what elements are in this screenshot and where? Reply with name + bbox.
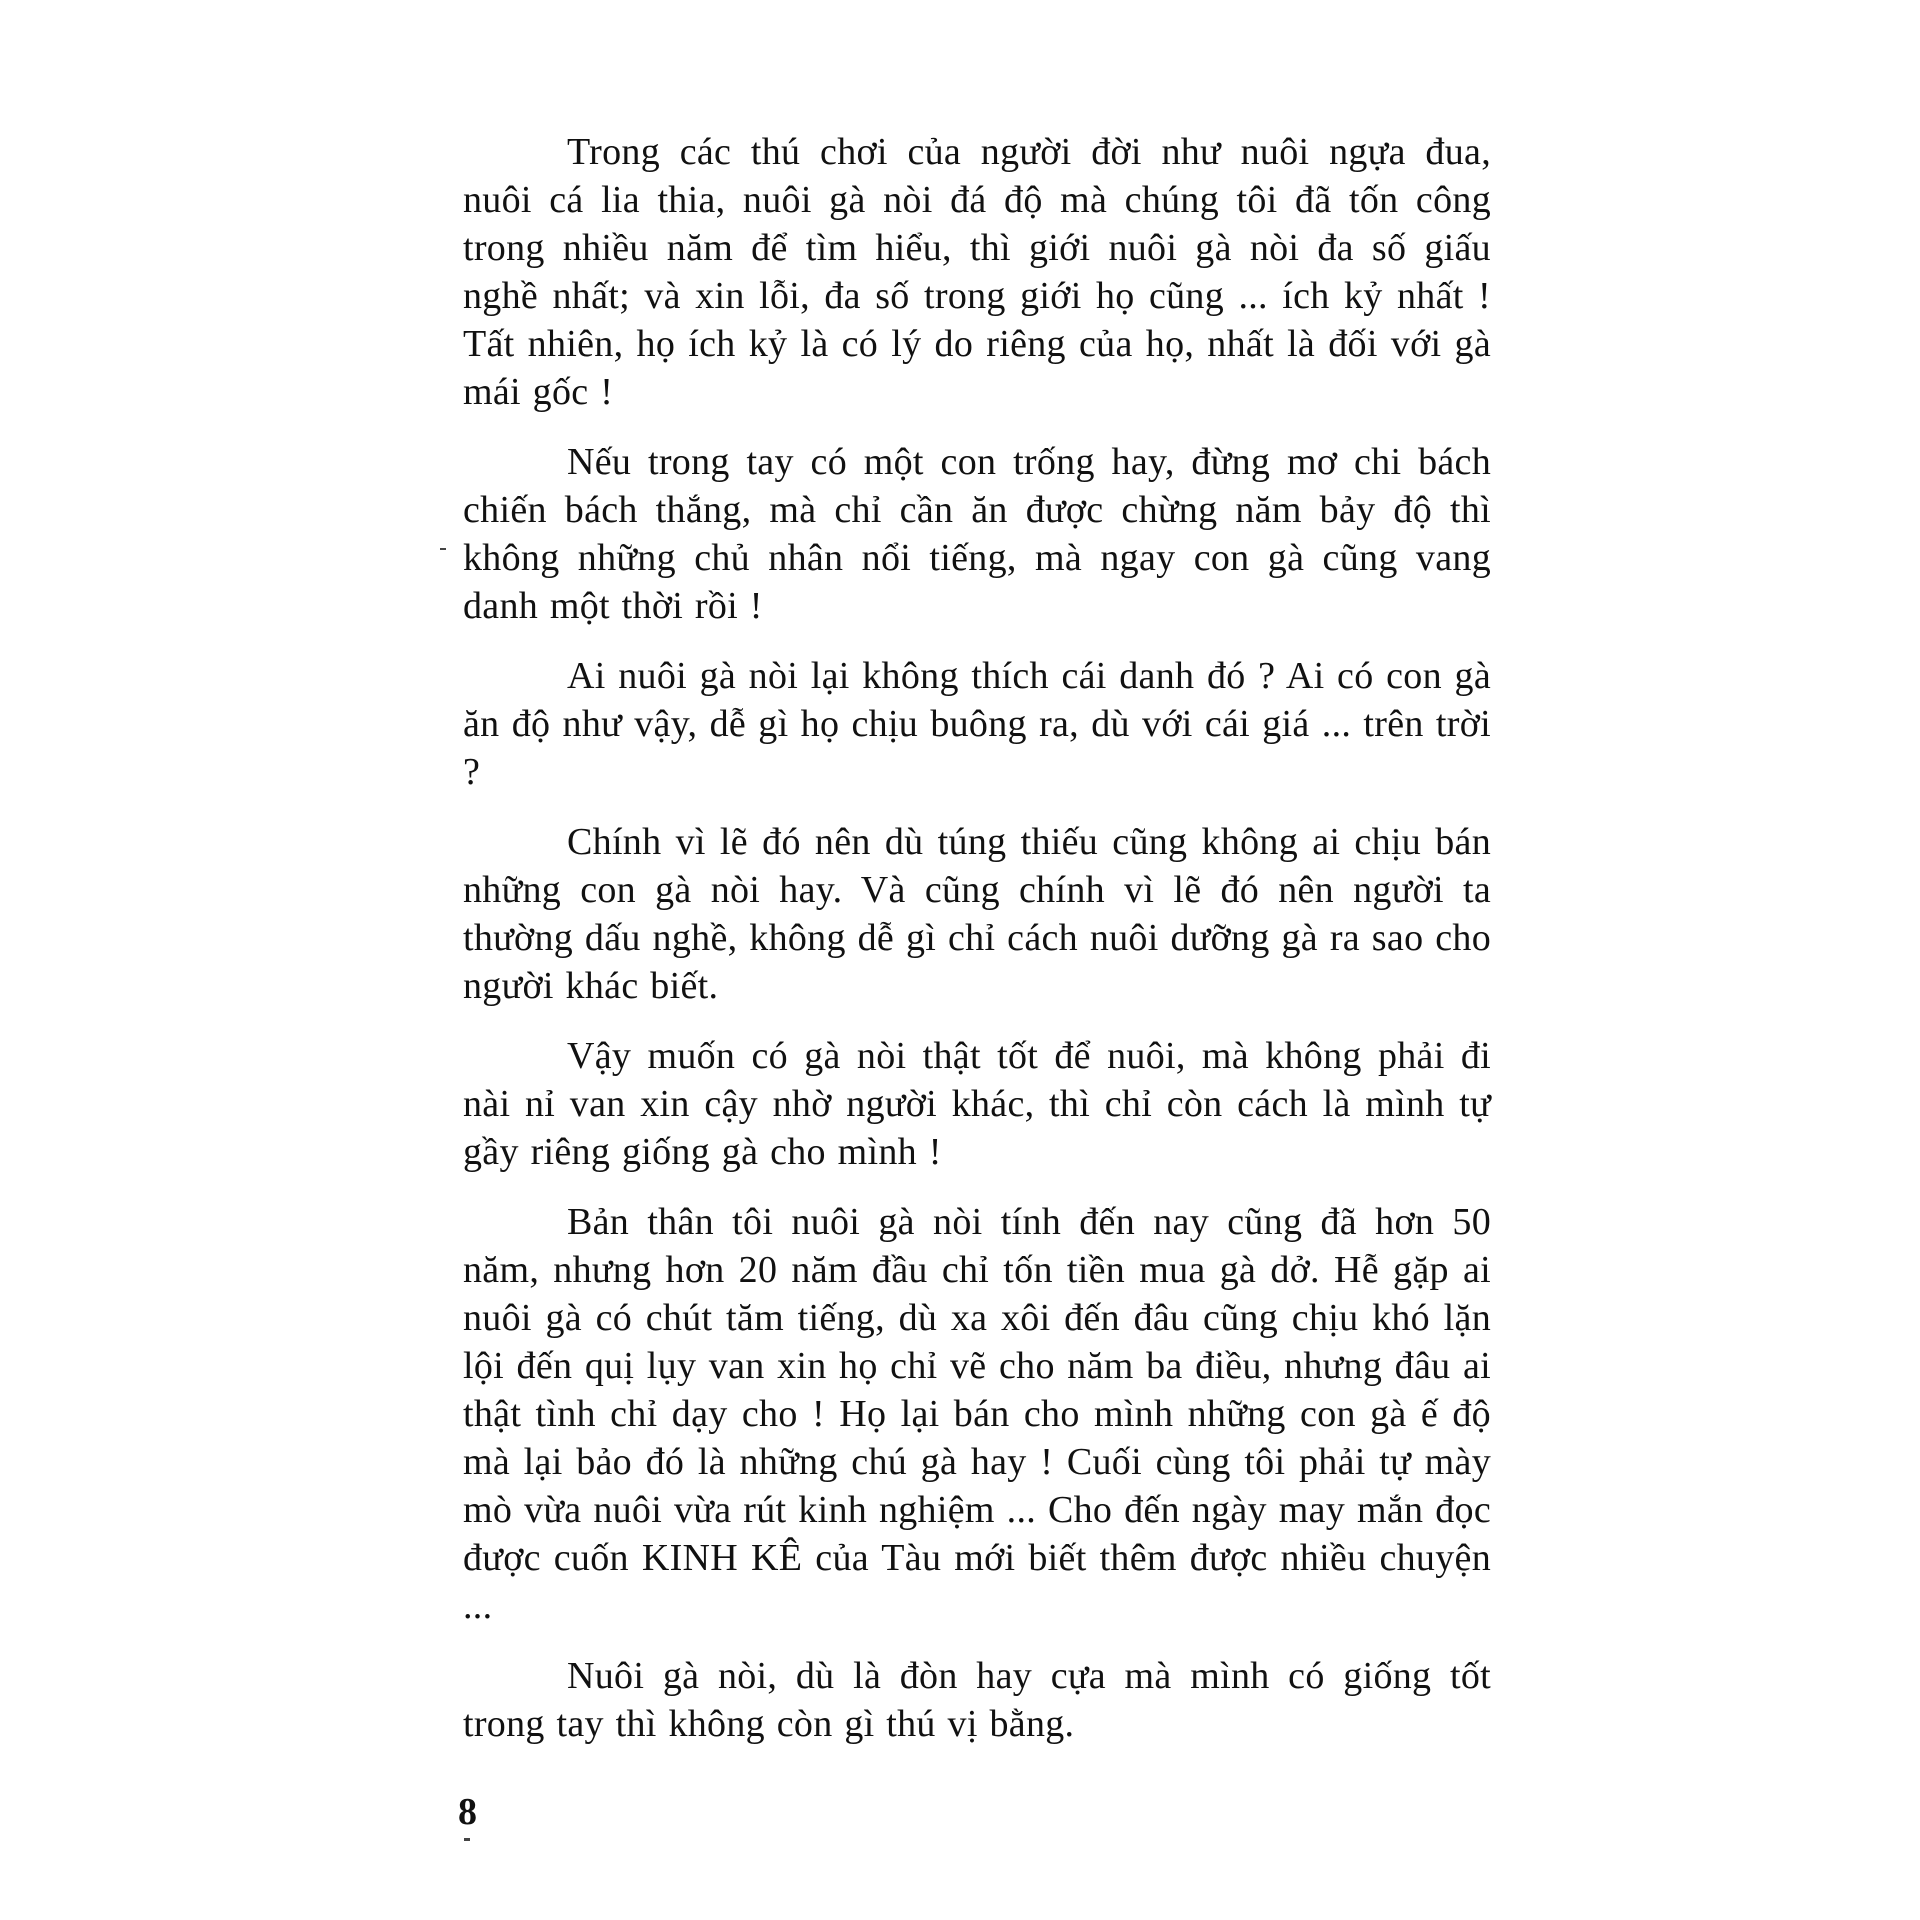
paragraph-5: Vậy muốn có gà nòi thật tốt để nuôi, mà không phải đi nài nỉ van xin cậy nhờ người khác, thì chỉ còn cách là mình tự gầy riêng giống gà cho mình ! xyxy=(463,1035,1491,1173)
paragraph-4: Chính vì lẽ đó nên dù túng thiếu cũng không ai chịu bán những con gà nòi hay. Và cũng chính vì lẽ đó nên người ta thường dấu nghề, không dễ gì chỉ cách nuôi dưỡng gà ra sao cho người khác biết. xyxy=(463,821,1491,1007)
paragraph-2: Nếu trong tay có một con trống hay, đừng mơ chi bách chiến bách thắng, mà chỉ cần ăn được chừng năm bảy độ thì không những chủ nhân nổi tiếng, mà ngay con gà cũng vang danh một thời rồi ! xyxy=(463,441,1491,627)
paragraph-1: Trong các thú chơi của người đời như nuôi ngựa đua, nuôi cá lia thia, nuôi gà nòi đá độ mà chúng tôi đã tốn công trong nhiều năm để tìm hiểu, thì giới nuôi gà nòi đa số giấu nghề nhất; và xin lỗi, đa số trong giới họ cũng ... ích kỷ nhất ! Tất nhiên, họ ích kỷ là có lý do riêng của họ, nhất là đối với gà mái gốc ! xyxy=(463,131,1491,413)
scan-speck xyxy=(464,1838,470,1841)
scan-speck xyxy=(440,548,446,550)
paragraph-3: Ai nuôi gà nòi lại không thích cái danh đó ? Ai có con gà ăn độ như vậy, dễ gì họ chịu buông ra, dù với cái giá ... trên trời ? xyxy=(463,655,1491,793)
page-number: 8 xyxy=(458,1791,477,1833)
body-text xyxy=(463,128,1491,1770)
paragraph-7: Nuôi gà nòi, dù là đòn hay cựa mà mình có giống tốt trong tay thì không còn gì thú vị bằng. xyxy=(463,1655,1491,1745)
paragraph-6: Bản thân tôi nuôi gà nòi tính đến nay cũng đã hơn 50 năm, nhưng hơn 20 năm đầu chỉ tốn tiền mua gà dở. Hễ gặp ai nuôi gà có chút tăm tiếng, dù xa xôi đến đâu cũng chịu khó lặn lội đến quị lụy van xin họ chỉ vẽ cho năm ba điều, nhưng đâu ai thật tình chỉ dạy cho ! Họ lại bán cho mình những con gà ế độ mà lại bảo đó là những chú gà hay ! Cuối cùng tôi phải tự mày mò vừa nuôi vừa rút kinh nghiệm ... Cho đến ngày may mắn đọc được cuốn KINH KÊ của Tàu mới biết thêm được nhiều chuyện ... xyxy=(463,1201,1491,1627)
